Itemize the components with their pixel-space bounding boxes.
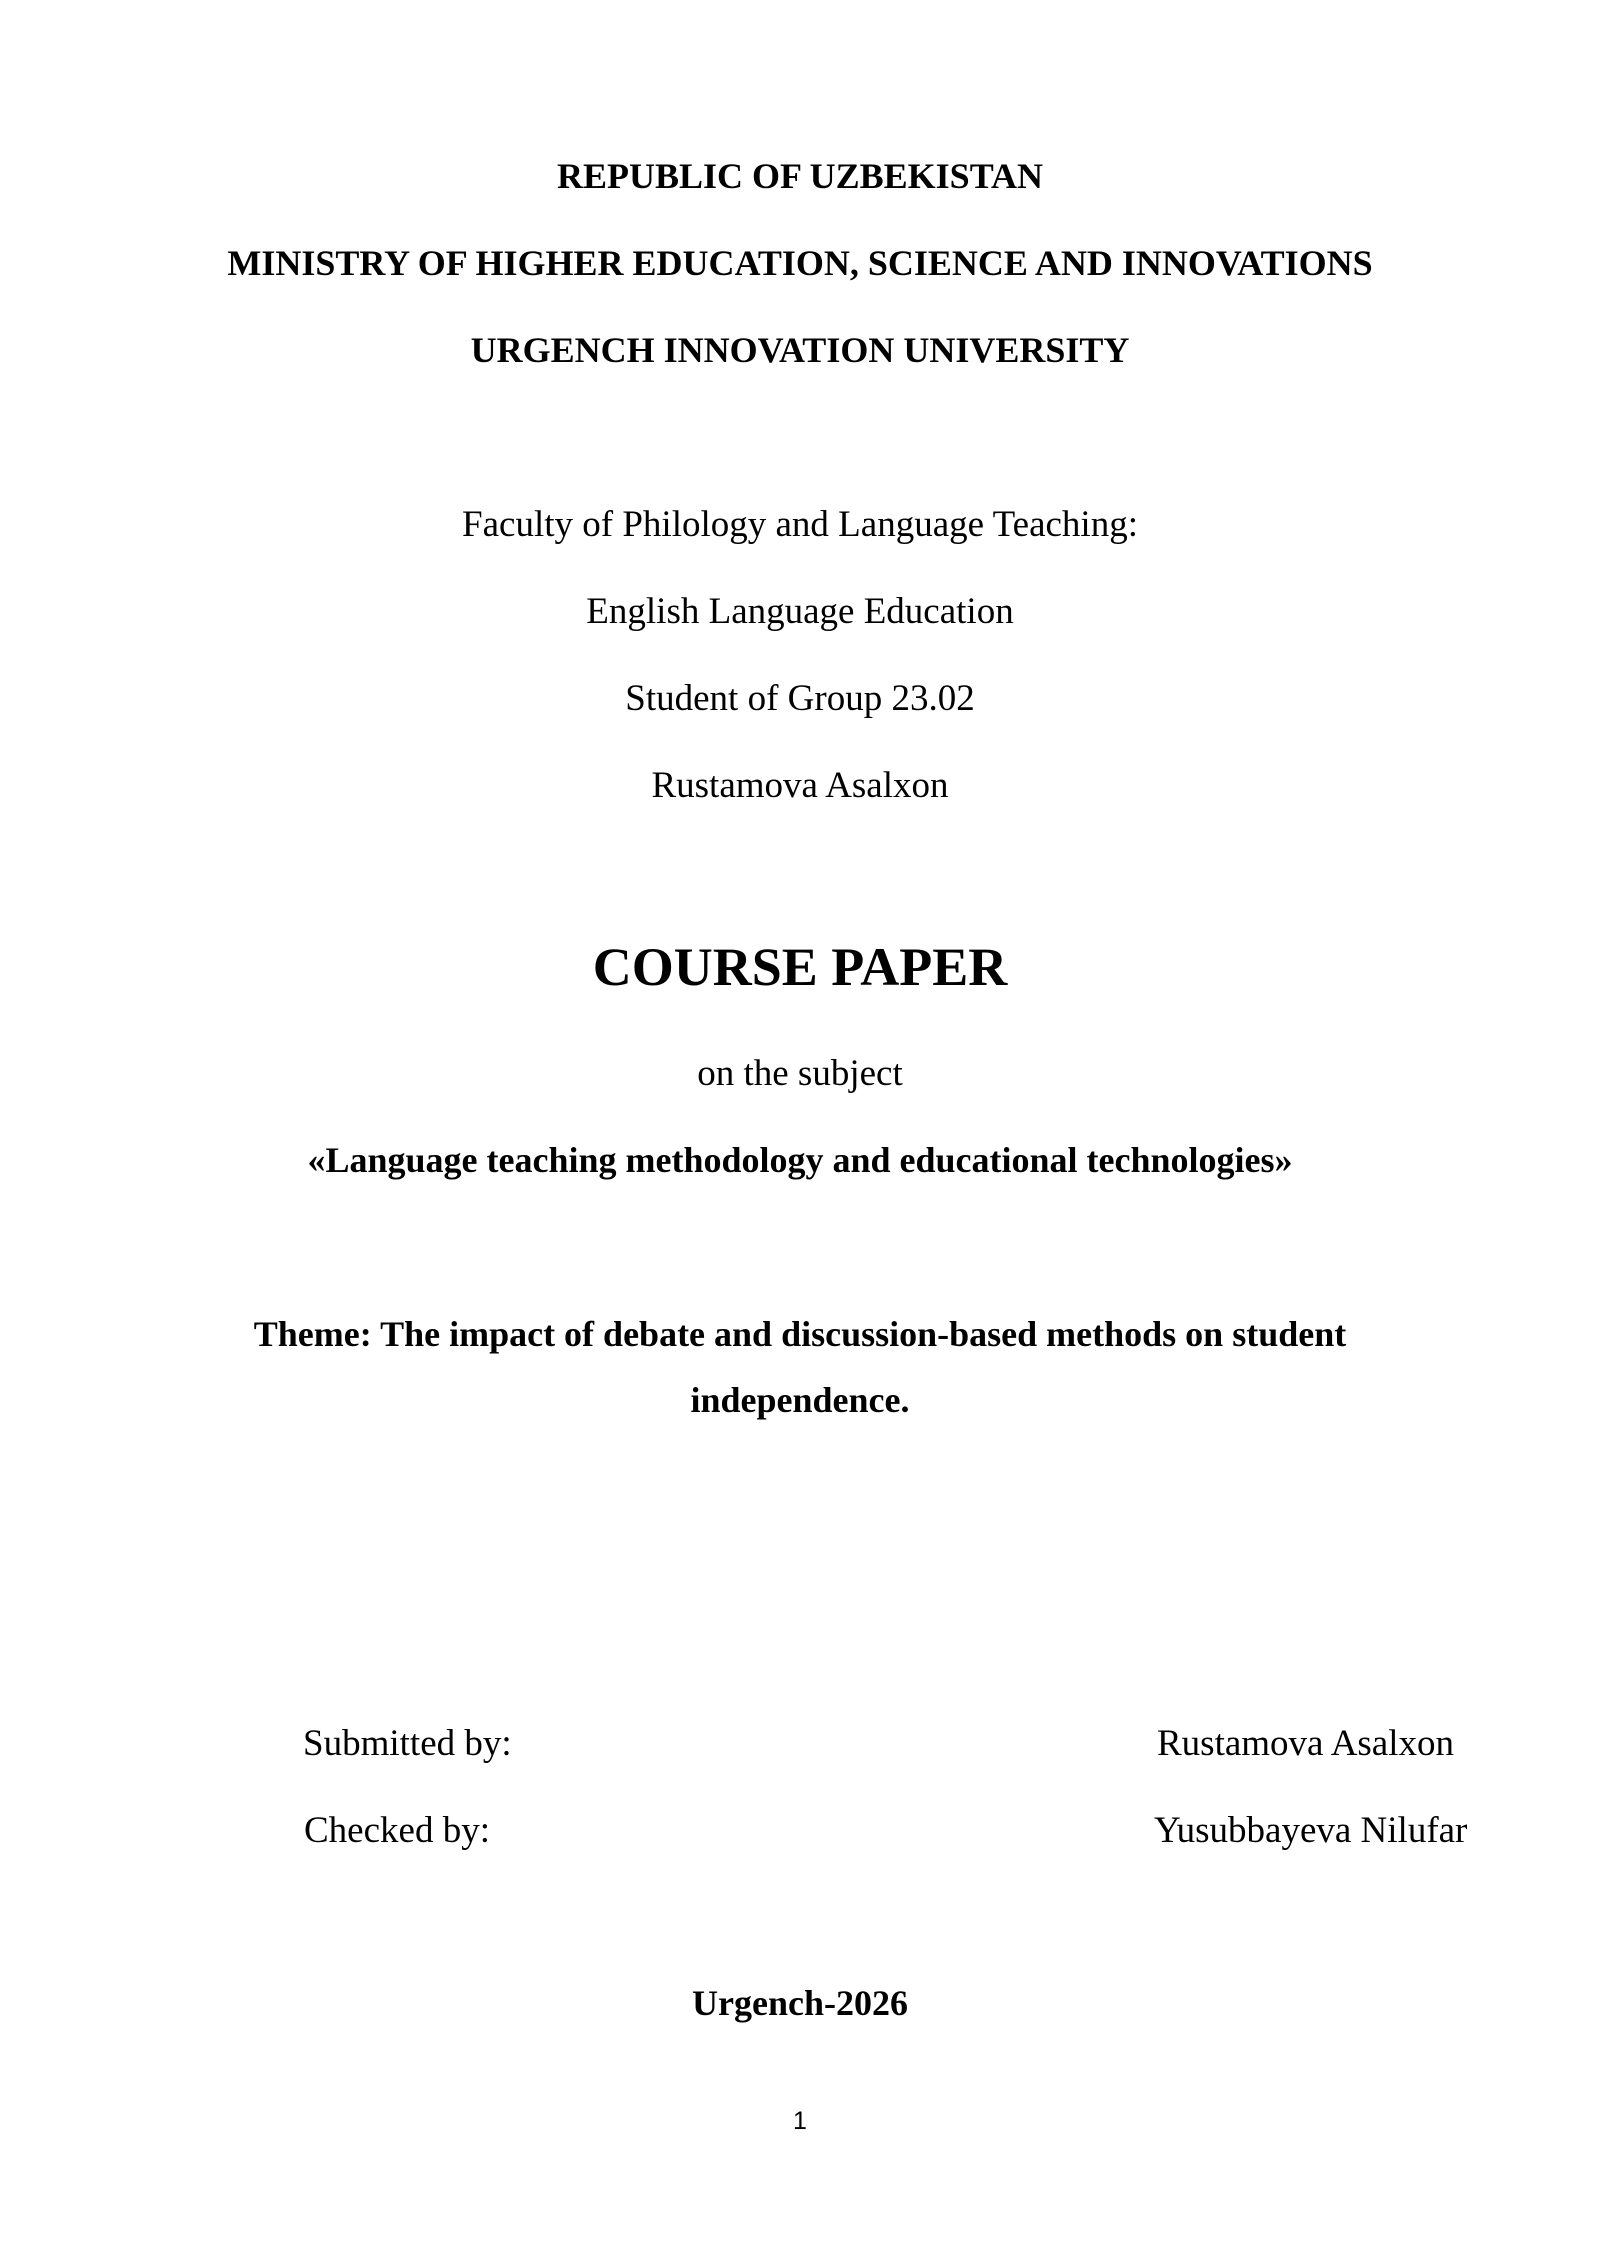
faculty-line: Faculty of Philology and Language Teaching: — [462, 504, 1138, 545]
submitted-label: Submitted by: — [303, 1723, 512, 1764]
subject-title: «Language teaching methodology and educational technologies» — [307, 1140, 1293, 1180]
theme-line-2: independence. — [690, 1380, 910, 1420]
submitted-value: Rustamova Asalxon — [1157, 1723, 1455, 1764]
university-heading: URGENCH INNOVATION UNIVERSITY — [470, 330, 1130, 370]
country-heading: REPUBLIC OF UZBEKISTAN — [556, 156, 1044, 196]
ministry-heading: MINISTRY OF HIGHER EDUCATION, SCIENCE AND INNOVATIONS — [227, 243, 1373, 283]
program-line: English Language Education — [586, 591, 1014, 632]
city-year: Urgench-2026 — [692, 1983, 908, 2023]
subject-lead: on the subject — [697, 1053, 903, 1094]
theme-line-1: Theme: The impact of debate and discussion-based methods on student — [253, 1314, 1347, 1354]
page-number: 1 — [793, 2107, 807, 2135]
checked-label: Checked by: — [304, 1810, 490, 1851]
paper-title: COURSE PAPER — [592, 937, 1008, 997]
checked-value: Yusubbayeva Nilufar — [1154, 1810, 1468, 1851]
student-name-line: Rustamova Asalxon — [651, 765, 949, 806]
group-line: Student of Group 23.02 — [625, 678, 975, 719]
